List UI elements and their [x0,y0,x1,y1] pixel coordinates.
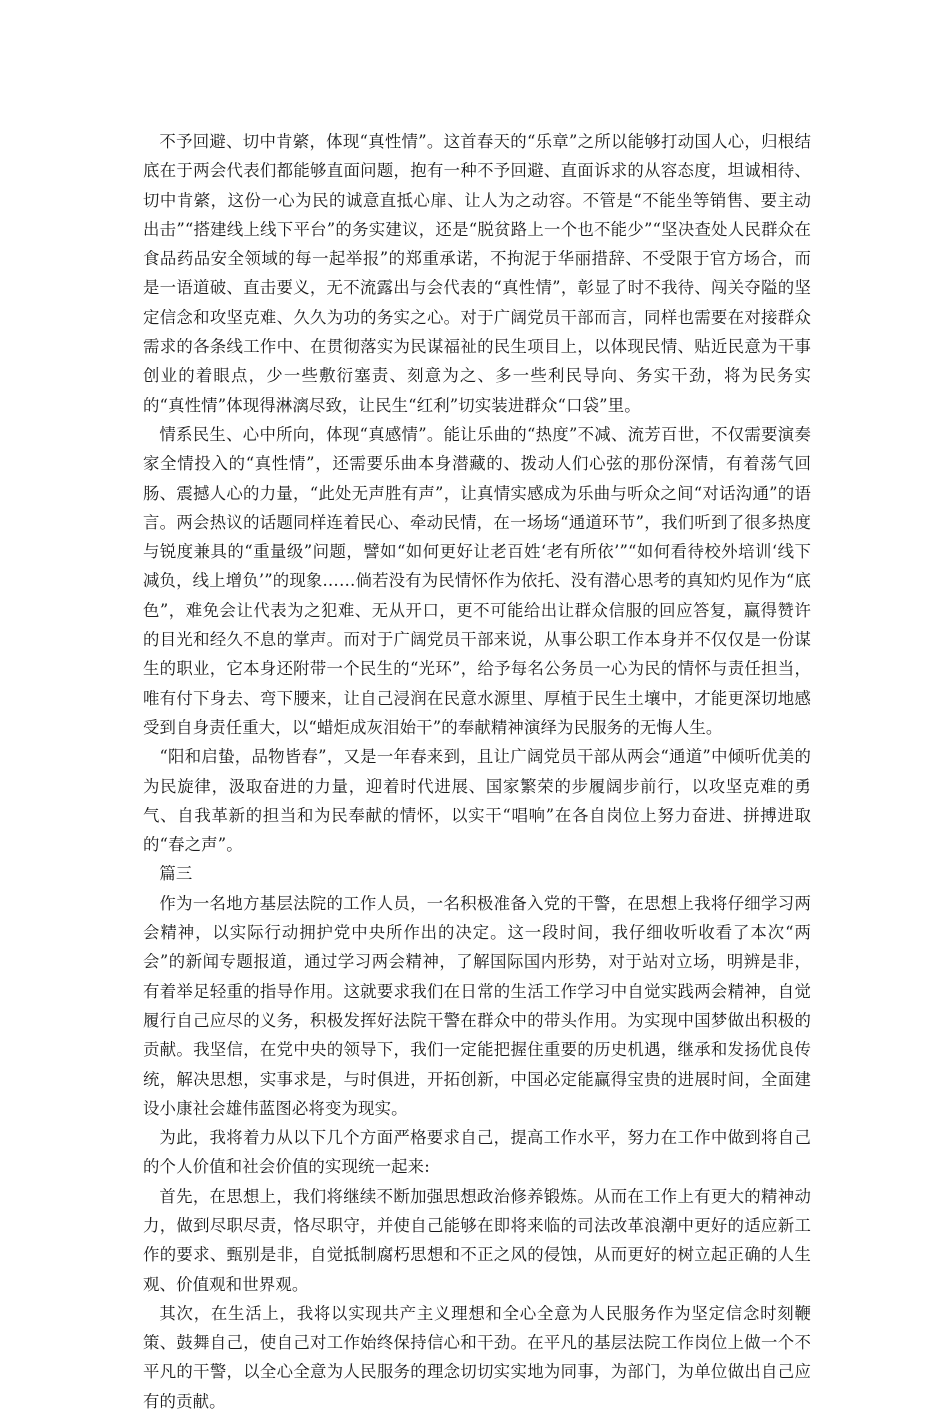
paragraph-requirements: 为此，我将着力从以下几个方面严格要求自己，提高工作水平，努力在工作中做到将自己的个人价值和社会价值的实现统一起来: [143,1128,811,1177]
paragraph-spring-voice: “阳和启蛰，品物皆春”，又是一年春来到，且让广阔党员干部从两会“通道”中倾听优美的为民旋律，汲取奋进的力量，迎着时代进展、国家繁荣的步履阔步前行，以攻坚克难的勇气、自我革新的担当和为民奉献的情怀，以实干“唱响”在各自岗位上努力奋进、拼搏进取的“春之声”。 [143,747,811,855]
paragraph-court-worker: 作为一名地方基层法院的工作人员，一名积极准备入党的干警，在思想上我将仔细学习两会精神，以实际行动拥护党中央所作出的决定。这一段时间，我仔细收听收看了本次“两会”的新闻专题报道，通过学习两会精神，了解国际国内形势，对于站对立场，明辨是非，有着举足轻重的指导作用。这就要求我们在日常的生活工作学习中自觉实践两会精神，自觉履行自己应尽的义务，积极发挥好法院干警在群众中的带头作用。为实现中国梦做出积极的贡献。我坚信，在党中央的领导下，我们一定能把握住重要的历史机遇，继承和发扬优良传统，解决思想，实事求是，与时俱进，开拓创新，中国必定能赢得宝贵的进展时间，全面建设小康社会雄伟蓝图必将变为现实。 [143,893,811,1118]
paragraph-true-feelings: 情系民生、心中所向，体现“真感情”。能让乐曲的“热度”不减、流芳百世，不仅需要演奏家全情投入的“真性情”，还需要乐曲本身潜藏的、拨动人们心弦的那份深情，有着荡气回肠、震撼人心的力量，“此处无声胜有声”，让真情实感成为乐曲与听众之间“对话沟通”的语言。两会热议的话题同样连着民心、牵动民情，在一场场“通道环节”，我们听到了很多热度与锐度兼具的“重量级”问题，譬如“如何更好让老百姓‘老有所依’”“如何看待校外培训‘线下减负，线上增负’”的现象……倘若没有为民情怀作为依托、没有潜心思考的真知灼见作为“底色”，难免会让代表为之犯难、无从开口，更不可能给出让群众信服的回应答复，赢得赞许的目光和经久不息的掌声。而对于广阔党员干部来说，从事公职工作本身并不仅仅是一份谋生的职业，它本身还附带一个民生的“光环”，给予每名公务员一心为民的情怀与责任担当，唯有付下身去、弯下腰来，让自己浸润在民意水源里、厚植于民生土壤中，才能更深切地感受到自身责任重大，以“蜡炬成灰泪始干”的奉献精神演绎为民服务的无悔人生。 [143,424,811,737]
section-heading-part-three: 篇三 [159,864,193,884]
paragraph-second-life: 其次，在生活上，我将以实现共产主义理想和全心全意为人民服务作为坚定信念时刻鞭策、鼓舞自己，使自己对工作始终保持信心和干劲。在平凡的基层法院工作岗位上做一个不平凡的干警，以全心全意为人民服务的理念切切实实地为同事，为部门，为单位做出自己应有的贡献。 [143,1303,811,1411]
document-page [143,127,811,1416]
paragraph-sincerity: 不予回避、切中肯綮，体现“真性情”。这首春天的“乐章”之所以能够打动国人心，归根结底在于两会代表们都能够直面问题，抱有一种不予回避、直面诉求的从容态度，坦诚相待、切中肯綮，这份一心为民的诚意直抵心扉、让人为之动容。不管是“不能坐等销售、要主动出击”“搭建线上线下平台”的务实建议，还是“脱贫路上一个也不能少”“坚决查处人民群众在食品药品安全领域的每一起举报”的郑重承诺，不拘泥于华丽措辞、不受限于官方场合，而是一语道破、直击要义，无不流露出与会代表的“真性情”，彰显了时不我待、闯关夺隘的坚定信念和攻坚克难、久久为功的务实之心。对于广阔党员干部而言，同样也需要在对接群众需求的各条线工作中、在贯彻落实为民谋福祉的民生项目上，以体现民情、贴近民意为干事创业的着眼点，少一些敷衍塞责、刻意为之、多一些利民导向、务实干劲，将为民务实的“真性情”体现得淋漓尽致，让民生“红利”切实装进群众“口袋”里。 [143,132,811,415]
paragraph-first-ideology: 首先，在思想上，我们将继续不断加强思想政治修养锻炼。从而在工作上有更大的精神动力，做到尽职尽责，恪尽职守，并使自己能够在即将来临的司法改革浪潮中更好的适应新工作的要求、甄别是非，自觉抵制腐朽思想和不正之风的侵蚀，从而更好的树立起正确的人生观、价值观和世界观。 [143,1186,811,1294]
